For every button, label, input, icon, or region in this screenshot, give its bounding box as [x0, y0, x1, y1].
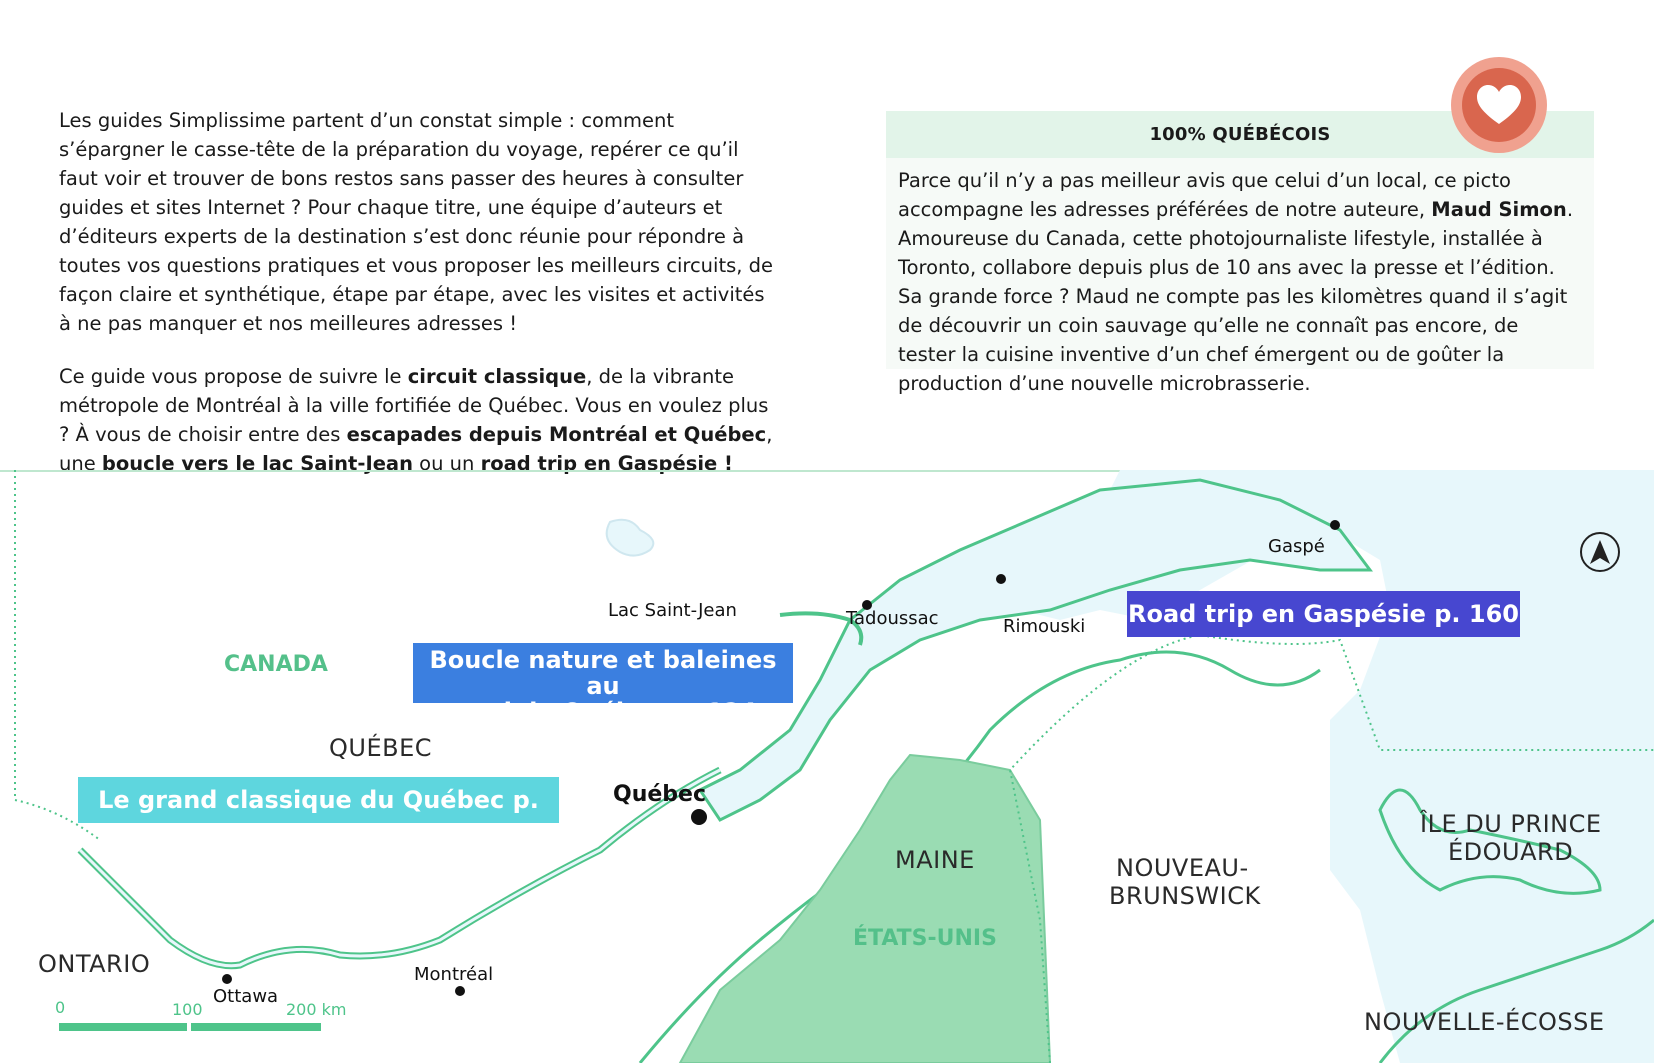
scale-label-zero: 0	[55, 998, 66, 1017]
region-label-pei-line2: ÉDOUARD	[1448, 838, 1574, 866]
intro-p2-bold-circuit: circuit classique	[407, 365, 587, 388]
intro-p2-bold-boucle: boucle vers le lac Saint-Jean	[101, 452, 413, 475]
region-label-nova-scotia: NOUVELLE-ÉCOSSE	[1364, 1008, 1605, 1036]
city-dot-ottawa	[222, 974, 232, 984]
city-label-tadoussac: Tadoussac	[846, 608, 939, 629]
route-label-boucle-line2: nord de Québec p. 124	[449, 698, 757, 726]
scale-label-mid: 100	[172, 1000, 203, 1019]
route-label-boucle-line1: Boucle nature et baleines au	[429, 646, 777, 700]
region-label-usa: ÉTATS-UNIS	[853, 926, 997, 951]
intro-p2-text: Ce guide vous propose de suivre le	[59, 365, 408, 388]
box-text-part: . Amoureuse du Canada, cette photojournaliste lifestyle, installée à Toronto, collabore depuis plus de 10 ans avec la presse et l’édition. Sa grande force ? Maud ne compte pas les kilomètres quand il s’agit de découvrir un coin sauvage qu’elle ne connaît pas encore, de tester la cuisine inventive d’un chef émergent ou de goûter la production d’une nouvelle microbrasserie.	[898, 198, 1574, 395]
region-label-quebec: QUÉBEC	[329, 734, 433, 762]
region-label-ontario: ONTARIO	[38, 950, 151, 978]
route-label-classique[interactable]	[78, 777, 559, 860]
region-label-pei-line1: ÎLE DU PRINCE	[1420, 810, 1602, 838]
city-label-montreal: Montréal	[414, 964, 494, 985]
region-label-canada: CANADA	[224, 652, 328, 677]
heart-icon	[1462, 68, 1536, 142]
region-label-nb-line2: BRUNSWICK	[1109, 882, 1261, 910]
city-label-rimouski: Rimouski	[1003, 616, 1086, 637]
city-label-gaspe: Gaspé	[1268, 536, 1325, 557]
route-label-gaspesie[interactable]	[1127, 591, 1520, 637]
city-dot-quebec	[691, 809, 707, 825]
intro-p2-text: , de la vibrante métropole de Montréal à la ville fortifiée de Québec. Vous en voulez plus ? À vous de choisir entre des	[59, 365, 769, 446]
author-name: Maud Simon	[1431, 198, 1567, 221]
compass-north-icon	[1580, 532, 1620, 572]
city-dot-rimouski	[996, 574, 1006, 584]
heart-badge	[1451, 57, 1547, 153]
box-text	[886, 158, 1594, 398]
scale-label-max: 200 km	[286, 1000, 347, 1019]
route-label-boucle[interactable]	[413, 643, 793, 726]
intro-p2-text: ou un	[412, 452, 481, 475]
map	[0, 470, 1654, 1063]
intro-paragraph-1: Les guides Simplissime partent d’un constat simple : comment s’épargner le casse-tête de la préparation du voyage, repérer ce qu’il faut voir et trouver de bons restos sans passer des heures à consulter guides et sites Internet ? Pour chaque titre, une équipe d’auteurs et d’éditeurs experts de la destination s’est donc réunie pour répondre à toutes vos questions pratiques et vous proposer les meilleurs circuits, de façon claire et synthétique, étape par étape, avec les visites et activités à ne pas manquer et nos meilleures adresses !	[59, 109, 774, 335]
intro-paragraph-2	[59, 362, 779, 478]
map-geography	[0, 470, 1654, 1063]
region-label-nb-line1: NOUVEAU-	[1116, 854, 1249, 882]
intro-p2-text: , une	[59, 423, 773, 475]
city-label-lac-saint-jean: Lac Saint-Jean	[608, 600, 737, 621]
box-title: 100% QUÉBÉCOIS	[886, 111, 1594, 158]
box-text-part: Parce qu’il n’y a pas meilleur avis que celui d’un local, ce picto accompagne les adresses préférées de notre auteure,	[898, 169, 1511, 221]
intro-p2-bold-escapades: escapades depuis Montréal et Québec	[346, 423, 767, 446]
route-label-gaspesie-text: Road trip en Gaspésie p. 160	[1127, 600, 1520, 628]
city-dot-gaspe	[1330, 520, 1340, 530]
route-label-classique-text: Le grand classique du Québec p. 44	[98, 786, 539, 860]
city-label-ottawa: Ottawa	[213, 986, 279, 1007]
intro-text	[59, 106, 779, 502]
city-label-quebec: Québec	[613, 782, 706, 807]
city-dot-montreal	[455, 986, 465, 996]
region-label-maine: MAINE	[895, 846, 975, 874]
intro-p2-bold-roadtrip: road trip en Gaspésie !	[480, 452, 733, 475]
